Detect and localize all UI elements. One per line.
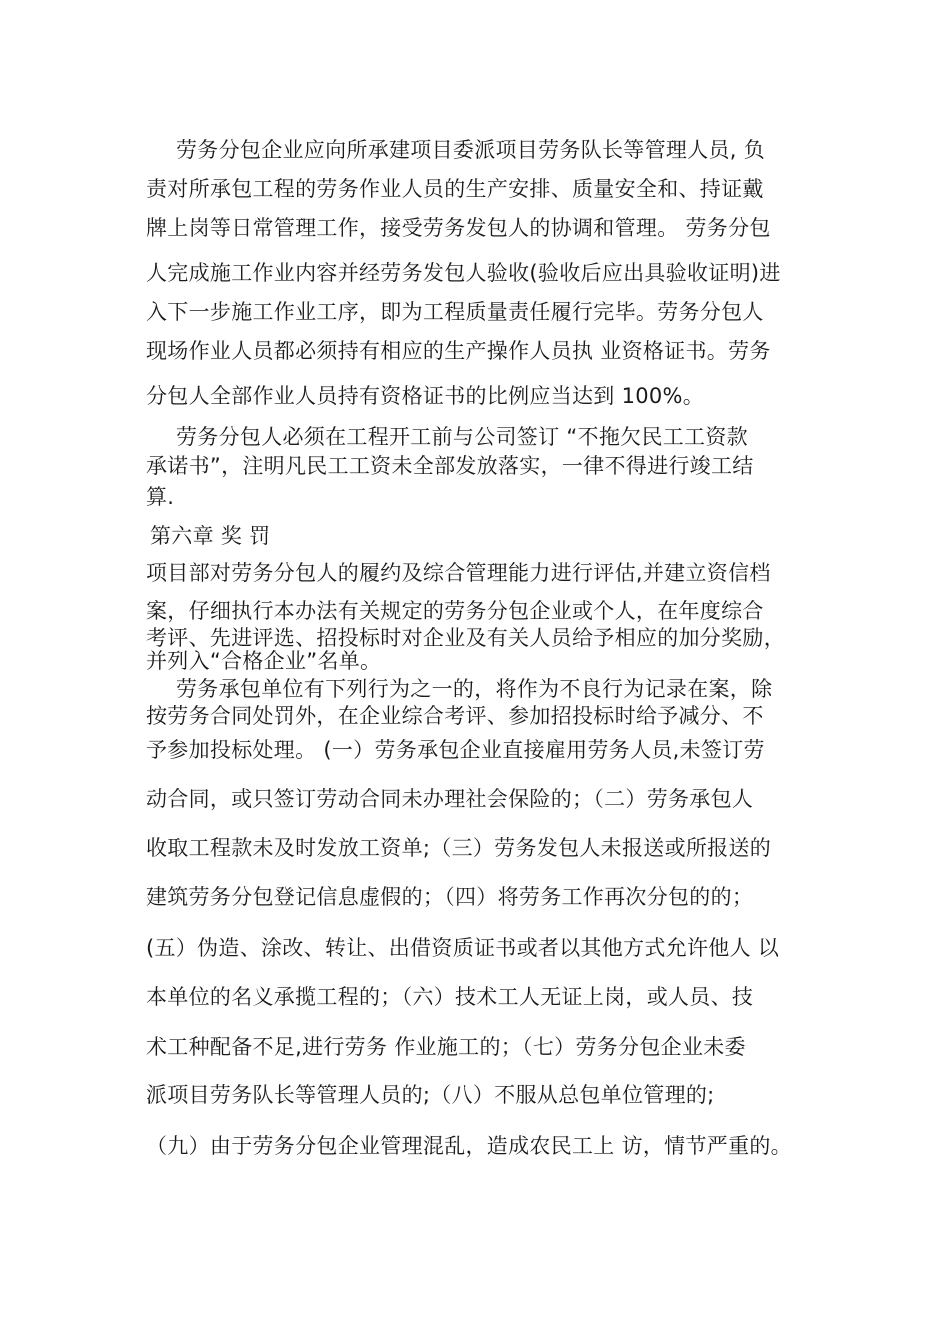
text-line: 项目部对劳务分包人的履约及综合管理能力进行评估,并建立资信档 bbox=[146, 561, 771, 585]
text-line: 分包人全部作业人员持有资格证书的比例应当达到 100%。 bbox=[146, 384, 705, 408]
section-heading: 第六章 奖 罚 bbox=[150, 524, 271, 548]
text-line: 本单位的名义承揽工程的；（六）技术工人无证上岗，或人员、技 bbox=[146, 985, 754, 1009]
text-line: 案，仔细执行本办法有关规定的劳务分包企业或个人，在年度综合 bbox=[146, 599, 764, 623]
text-line: 牌上岗等日常管理工作，接受劳务发包人的协调和管理。 劳务分包 bbox=[146, 216, 771, 240]
text-line: 责对所承包工程的劳务作业人员的生产安排、质量安全和、持证戴 bbox=[146, 177, 764, 201]
text-line: 收取工程款未及时发放工资单;（三）劳务发包人未报送或所报送的 bbox=[146, 836, 772, 860]
text-line: 建筑劳务分包登记信息虚假的；（四）将劳务工作再次分包的的； bbox=[146, 885, 754, 909]
text-line: 并列入“合格企业”名单。 bbox=[146, 649, 382, 673]
text-line: （九）由于劳务分包企业管理混乱，造成农民工上 访，情节严重的。 bbox=[146, 1134, 792, 1158]
text-line: 术工种配备不足,进行劳务 作业施工的；（七）劳务分包企业未委 bbox=[146, 1035, 746, 1059]
text-line: 动合同，或只签订劳动合同未办理社会保险的；（二）劳务承包人 bbox=[146, 787, 754, 811]
text-line: 算. bbox=[146, 485, 175, 509]
text-line: 入下一步施工作业工序，即为工程质量责任履行完毕。劳务分包人 bbox=[146, 300, 764, 324]
text-line: (五）伪造、涂改、转让、出借资质证书或者以其他方式允许他人 以 bbox=[146, 936, 780, 960]
text-line: 劳务分包人必须在工程开工前与公司签订 “不拖欠民工工资款 bbox=[176, 425, 748, 449]
text-line: 承诺书”，注明凡民工工资未全部发放落实，一律不得进行竣工结 bbox=[146, 454, 754, 478]
text-line: 现场作业人员都必须持有相应的生产操作人员执 业资格证书。劳务 bbox=[146, 339, 771, 363]
text-line: 劳务分包企业应向所承建项目委派项目劳务队长等管理人员, 负 bbox=[176, 138, 766, 162]
text-line: 劳务承包单位有下列行为之一的，将作为不良行为记录在案，除 bbox=[176, 677, 773, 701]
text-line: 予参加投标处理。 (一）劳务承包企业直接雇用劳务人员,未签订劳 bbox=[146, 738, 765, 762]
text-line: 派项目劳务队长等管理人员的;（八）不服从总包单位管理的; bbox=[146, 1083, 715, 1107]
text-line: 考评、先进评选、招投标时对企业及有关人员给予相应的加分奖励， bbox=[146, 626, 785, 650]
text-line: 人完成施工作业内容并经劳务发包人验收(验收后应出具验收证明)进 bbox=[146, 261, 781, 285]
text-line: 按劳务合同处罚外，在企业综合考评、参加招投标时给予减分、不 bbox=[146, 704, 764, 728]
